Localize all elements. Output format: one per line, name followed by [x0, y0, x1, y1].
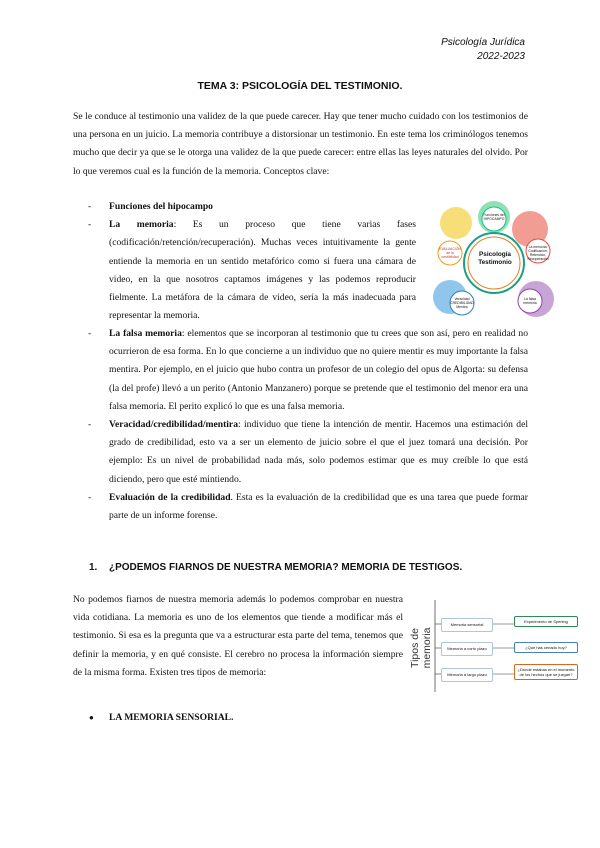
section-title: ¿PODEMOS FIARNOS DE NUESTRA MEMORIA? MEMORIA DE TESTIGOS. — [109, 562, 463, 573]
infographic-label: La falsa memoria — [523, 297, 537, 305]
list-item — [88, 216, 416, 325]
infographic-label: Funciones del HIPOCAMPO — [483, 213, 505, 221]
memory-type-box: Memoria a corto plazo — [441, 642, 493, 656]
section-paragraph: No podemos fiarnos de nuestra memoria además lo podemos comprobar en nuestra vida cotidiana. La memoria es uno de los elementos que tiende a modificar más el testimonio. Si esa es la pregunta que va a estructurar esta parte del tema, tenemos que definir la memoria, y en qué consiste. El cerebro no procesa la información siempre de la misma forma. Existen tres tipos de memoria: — [73, 594, 403, 678]
document-header — [441, 36, 525, 64]
concept-text: . Esta es la evaluación de la credibilidad que es una tarea que puede formar parte de un informe forense. — [109, 491, 528, 522]
header-subject: Psicología Jurídica — [441, 37, 525, 48]
section-heading — [89, 562, 462, 573]
memory-note-box: ¿Dónde estabas en el momento de los hechos que se juzgan? — [514, 664, 578, 680]
list-item — [88, 198, 416, 216]
concept-term: La memoria — [109, 219, 174, 231]
intro-paragraph: Se le conduce al testimonio una validez de la que puede carecer. Hay que tener mucho cuidado con los testimonios de una persona en un juicio. La memoria contribuye a distorsionar un testimonio. En este tema los criminólogos tenemos mucho que decir ya que se le otorga una validez de la que puede carecer: entre ellas las leyes naturales del olvido. Por lo que veremos cual es la función de la memoria. Conceptos clave: — [73, 111, 528, 177]
concept-term: Veracidad/credibilidad/mentira — [109, 419, 238, 431]
memory-type-box: Memoria sensorial — [441, 618, 493, 632]
list-item — [88, 416, 528, 489]
memory-note-box: Experimento de Sperling — [514, 616, 578, 627]
infographic-center-title: Psicología Testimonio — [478, 251, 512, 266]
bullet-dot-icon: ● — [89, 713, 94, 722]
concept-list-bottom — [88, 325, 528, 525]
bullet-heading — [89, 712, 233, 723]
memory-note-box: ¿Qué has cenado hoy? — [514, 642, 578, 653]
bullet-heading-text: LA MEMORIA SENSORIAL. — [109, 712, 234, 723]
concept-text: : elementos que se incorporan al testimonio que tu crees que son así, pero en realidad no ocurrieron de esa forma. En lo que concierne a un individuo que no quiere mentir es muy importante la falsa mentira. Por ejemplo, en el juicio que hubo contra un profesor de un colegio del opus de Algorta: su defensa (la del profe) llevó a un perito (Antonio Manzanero) porque se pretende que el testimonio del menor era una falsa memoria. El perito explicó lo que es una falsa memoria. — [109, 328, 528, 412]
psychology-testimony-infographic — [426, 199, 562, 327]
memory-type-box: Memoria a largo plazo — [441, 668, 493, 682]
list-item — [88, 325, 528, 416]
concept-term: La falsa memoria — [109, 328, 182, 339]
concept-list-top — [88, 198, 416, 325]
concept-text: : Es un proceso que tiene varias fases (codificación/retención/recuperación). Muchas veces intuitivamente la gente entiende la memoria en un sentido metafórico como si fuera una cámara de video, en la que nosotros captamos imágenes y las podemos reproducir fielmente. La metáfora de la cámara de video, sería la más inadecuada para representar la memoria. — [109, 219, 417, 322]
memory-diagram-title: Tipos de memoria — [409, 627, 433, 669]
concept-text: : individuo que tiene la intención de mentir. Hacemos una estimación del grado de credibilidad, esto va a ser un elemento de juicio sobre el que el juez tomará una decisión. Por ejemplo: Es un nivel de probabilidad nada más, solo podemos estimar que es muy creíble lo que está diciendo, pero que esté mintiendo. — [109, 419, 528, 485]
concept-term: Funciones del hipocampo — [109, 201, 213, 212]
infographic-label: La memoria: Codificación, Retención, Recuperación — [527, 245, 549, 261]
page-title: TEMA 3: PSICOLOGÍA DEL TESTIMONIO. — [197, 80, 403, 92]
concept-term: Evaluación de la credibilidad — [109, 491, 231, 503]
infographic-label: EVALUACIÓN de la credibilidad — [439, 247, 461, 259]
header-year: 2022-2023 — [477, 51, 525, 62]
section-number: 1. — [89, 562, 98, 573]
infographic-label: Veracidad CREDIBILIDAD Mentira — [450, 297, 474, 309]
list-item — [88, 489, 528, 525]
memory-types-diagram — [411, 598, 581, 694]
